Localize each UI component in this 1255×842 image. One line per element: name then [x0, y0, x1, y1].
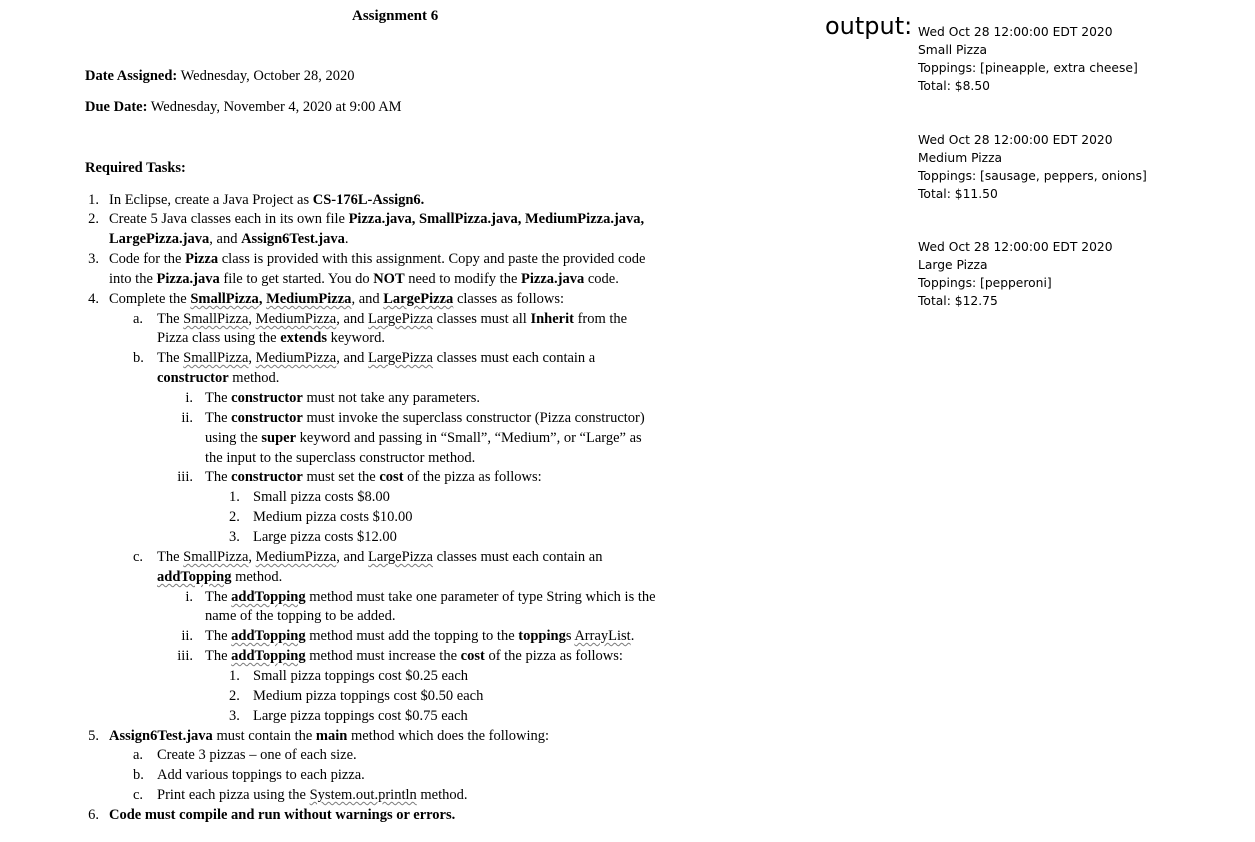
output-toppings: Toppings: [pepperoni]: [918, 276, 1052, 290]
output-total: Total: $12.75: [918, 294, 998, 308]
output-date: Wed Oct 28 12:00:00 EDT 2020: [918, 25, 1113, 39]
output-size: Medium Pizza: [918, 151, 1003, 165]
task-5c-letter: c.: [133, 787, 144, 803]
output-date: Wed Oct 28 12:00:00 EDT 2020: [918, 240, 1113, 254]
required-tasks-heading: Required Tasks:: [85, 160, 186, 176]
output-block-small: [918, 23, 1138, 95]
output-toppings: Toppings: [sausage, peppers, onions]: [918, 169, 1147, 183]
output-size: Large Pizza: [918, 258, 988, 272]
task-4c-text-cont: addTopping method.: [157, 569, 283, 585]
task-4c-ii-numeral: ii.: [181, 628, 193, 644]
cost-item-text: Large pizza costs $12.00: [253, 529, 397, 545]
task-4b-i-text: The constructor must not take any parameters.: [205, 390, 481, 406]
task-4c-i-numeral: i.: [185, 589, 193, 605]
task-4a-text: The SmallPizza, MediumPizza, and LargePizza classes must all Inherit from the: [157, 311, 628, 327]
task-3-text-cont: into the Pizza.java file to get started. You do NOT need to modify the Pizza.java code.: [109, 271, 619, 287]
topping-cost-item: 2.: [229, 688, 240, 704]
task-5c-text: Print each pizza using the System.out.println method.: [157, 787, 468, 803]
output-label: output:: [825, 12, 913, 40]
task-3-text: Code for the Pizza class is provided with this assignment. Copy and paste the provided code: [109, 251, 646, 267]
task-4b-text: The SmallPizza, MediumPizza, and LargePizza classes must each contain a: [157, 350, 596, 366]
topping-cost-item-text: Large pizza toppings cost $0.75 each: [253, 708, 468, 724]
cost-item-text: Medium pizza costs $10.00: [253, 509, 413, 525]
task-4b-ii-text-cont2: the input to the superclass constructor method.: [205, 450, 476, 466]
output-toppings: Toppings: [pineapple, extra cheese]: [918, 61, 1138, 75]
task-1-text: In Eclipse, create a Java Project as CS-176L-Assign6.: [109, 192, 425, 208]
topping-cost-item-text: Small pizza toppings cost $0.25 each: [253, 668, 469, 684]
task-2-number: 2.: [88, 211, 99, 227]
task-5a-letter: a.: [133, 747, 144, 763]
cost-item-text: Small pizza costs $8.00: [253, 489, 390, 505]
output-size: Small Pizza: [918, 43, 988, 57]
task-2-text: Create 5 Java classes each in its own file Pizza.java, SmallPizza.java, MediumPizza.java,: [109, 211, 645, 227]
task-6-number: 6.: [88, 807, 99, 823]
task-4b-iii-text: The constructor must set the cost of the pizza as follows:: [205, 469, 542, 485]
task-4b-letter: b.: [133, 350, 144, 366]
output-date: Wed Oct 28 12:00:00 EDT 2020: [918, 133, 1113, 147]
output-block-large: [918, 238, 1113, 310]
topping-cost-item-text: Medium pizza toppings cost $0.50 each: [253, 688, 484, 704]
task-5-text: Assign6Test.java must contain the main method which does the following:: [109, 728, 550, 744]
task-5a-text: Create 3 pizzas – one of each size.: [157, 747, 357, 763]
output-total: Total: $8.50: [918, 79, 990, 93]
task-5b-text: Add various toppings to each pizza.: [157, 767, 365, 783]
task-4a-letter: a.: [133, 311, 144, 327]
task-4b-ii-text-cont: using the super keyword and passing in “Small”, “Medium”, or “Large” as: [205, 430, 642, 446]
topping-cost-item: 3.: [229, 708, 240, 724]
task-4c-iii-text: The addTopping method must increase the cost of the pizza as follows:: [205, 648, 623, 664]
due-date: Due Date: Wednesday, November 4, 2020 at 9:00 AM: [85, 99, 402, 115]
task-4c-i-text-cont: name of the topping to be added.: [205, 608, 396, 624]
output-total: Total: $11.50: [918, 187, 998, 201]
cost-item: 3.: [229, 529, 240, 545]
task-4b-i-numeral: i.: [185, 390, 193, 406]
task-4a-text-cont: Pizza class using the extends keyword.: [157, 330, 385, 346]
task-4c-iii-numeral: iii.: [177, 648, 193, 664]
topping-cost-item: 1.: [229, 668, 240, 684]
task-4-number: 4.: [88, 291, 99, 307]
task-6-text: Code must compile and run without warnings or errors.: [109, 807, 456, 823]
task-1: 1.: [88, 192, 99, 208]
task-4b-ii-text: The constructor must invoke the superclass constructor (Pizza constructor): [205, 410, 645, 426]
task-4c-letter: c.: [133, 549, 144, 565]
task-4c-ii-text: The addTopping method must add the topping to the toppings ArrayList.: [205, 628, 635, 644]
output-block-medium: [918, 131, 1147, 203]
task-3-number: 3.: [88, 251, 99, 267]
task-5-number: 5.: [88, 728, 99, 744]
task-4c-i-text: The addTopping method must take one parameter of type String which is the: [205, 589, 656, 605]
task-4b-ii-numeral: ii.: [181, 410, 193, 426]
task-4b-iii-numeral: iii.: [177, 469, 193, 485]
date-assigned: Date Assigned: Wednesday, October 28, 2020: [85, 68, 355, 84]
cost-item: 1.: [229, 489, 240, 505]
task-4-text: Complete the SmallPizza, MediumPizza, and LargePizza classes as follows:: [109, 291, 565, 307]
task-5b-letter: b.: [133, 767, 144, 783]
task-2-text-cont: LargePizza.java, and Assign6Test.java.: [109, 231, 349, 247]
cost-item: 2.: [229, 509, 240, 525]
task-4b-text-cont: constructor method.: [157, 370, 280, 386]
task-4c-text: The SmallPizza, MediumPizza, and LargePizza classes must each contain an: [157, 549, 603, 565]
document-title: Assignment 6: [352, 8, 439, 24]
